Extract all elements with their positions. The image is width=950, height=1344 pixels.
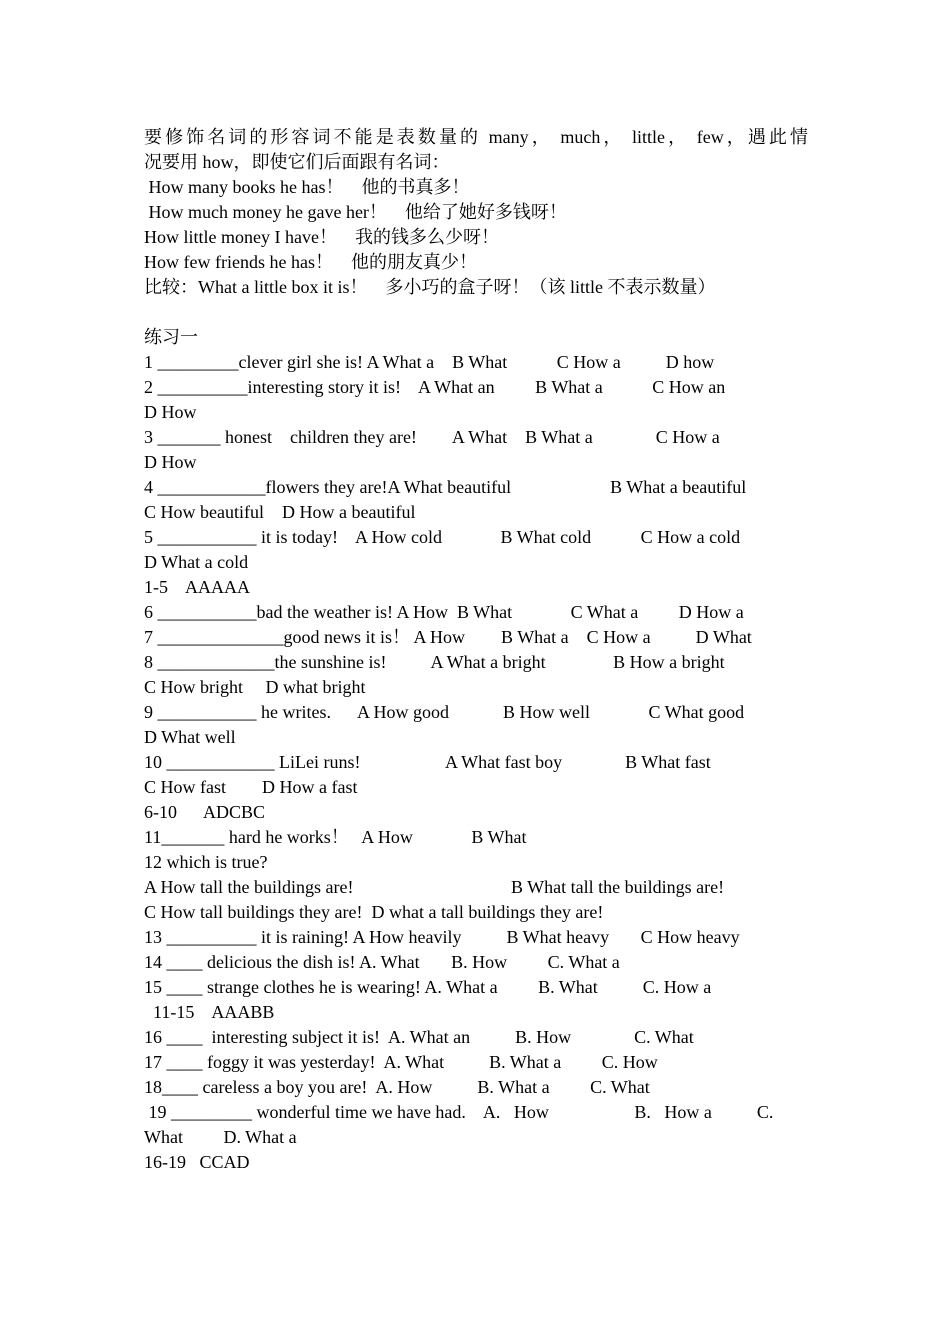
question-10: 10 ____________ LiLei runs! A What fast boy B What fast bbox=[144, 752, 711, 772]
question-15: 15 ____ strange clothes he is wearing! A. What a B. What C. How a bbox=[144, 977, 712, 997]
question-2: 2 __________interesting story it is! A What an B What a C How an bbox=[144, 377, 726, 397]
question-8-option: C How bright D what bright bbox=[144, 677, 366, 697]
answer-key-16-19: 16-19 CCAD bbox=[144, 1152, 250, 1172]
question-3: 3 _______ honest children they are! A What B What a C How a bbox=[144, 427, 720, 447]
question-5-option: D What a cold bbox=[144, 552, 249, 572]
question-19-option: What D. What a bbox=[144, 1127, 297, 1147]
question-13: 13 __________ it is raining! A How heavily B What heavy C How heavy bbox=[144, 927, 740, 947]
question-11: 11_______ hard he works！ A How B What bbox=[144, 827, 527, 847]
question-3-option: D How bbox=[144, 452, 197, 472]
text-line: 要修饰名词的形容词不能是表数量的 many， much， little， few，遇此情 bbox=[144, 127, 808, 147]
question-5: 5 ___________ it is today! A How cold B What cold C How a cold bbox=[144, 527, 741, 547]
question-19: 19 _________ wonderful time we have had. A. How B. How a C. bbox=[144, 1102, 774, 1122]
question-14: 14 ____ delicious the dish is! A. What B. How C. What a bbox=[144, 952, 620, 972]
text-line: How many books he has！ 他的书真多！ bbox=[144, 177, 470, 197]
question-12-option: C How tall buildings they are! D what a tall buildings they are! bbox=[144, 902, 604, 922]
section-title: 练习一 bbox=[144, 327, 198, 347]
text-line: How much money he gave her！ 他给了她好多钱呀！ bbox=[144, 202, 567, 222]
question-16: 16 ____ interesting subject it is! A. What an B. How C. What bbox=[144, 1027, 694, 1047]
question-7: 7 ______________good news it is！ A How B What a C How a D What bbox=[144, 627, 752, 647]
question-17: 17 ____ foggy it was yesterday! A. What B. What a C. How bbox=[144, 1052, 658, 1072]
answer-key-6-10: 6-10 ADCBC bbox=[144, 802, 266, 822]
text-line: 况要用 how，即使它们后面跟有名词： bbox=[144, 152, 450, 172]
question-9: 9 ___________ he writes. A How good B How well C What good bbox=[144, 702, 745, 722]
question-8: 8 _____________the sunshine is! A What a bright B How a bright bbox=[144, 652, 725, 672]
blank-line bbox=[144, 300, 808, 325]
question-12: 12 which is true? bbox=[144, 852, 268, 872]
answer-key-1-5: 1-5 AAAAA bbox=[144, 577, 250, 597]
question-18: 18____ careless a boy you are! A. How B. What a C. What bbox=[144, 1077, 650, 1097]
question-1: 1 _________clever girl she is! A What a B What C How a D how bbox=[144, 352, 715, 372]
text-line: 比较：What a little box it is！ 多小巧的盒子呀！（该 little 不表示数量） bbox=[144, 277, 716, 297]
answer-key-11-15: 11-15 AAABB bbox=[144, 1002, 275, 1022]
text-line: How little money I have！ 我的钱多么少呀！ bbox=[144, 227, 499, 247]
question-2-option: D How bbox=[144, 402, 197, 422]
question-9-option: D What well bbox=[144, 727, 236, 747]
question-10-option: C How fast D How a fast bbox=[144, 777, 358, 797]
question-6: 6 ___________bad the weather is! A How B What C What a D How a bbox=[144, 602, 744, 622]
question-4: 4 ____________flowers they are!A What beautiful B What a beautiful bbox=[144, 477, 747, 497]
question-4-option: C How beautiful D How a beautiful bbox=[144, 502, 416, 522]
text-line: How few friends he has！ 他的朋友真少！ bbox=[144, 252, 477, 272]
question-12-option: A How tall the buildings are! B What tall the buildings are! bbox=[144, 877, 725, 897]
